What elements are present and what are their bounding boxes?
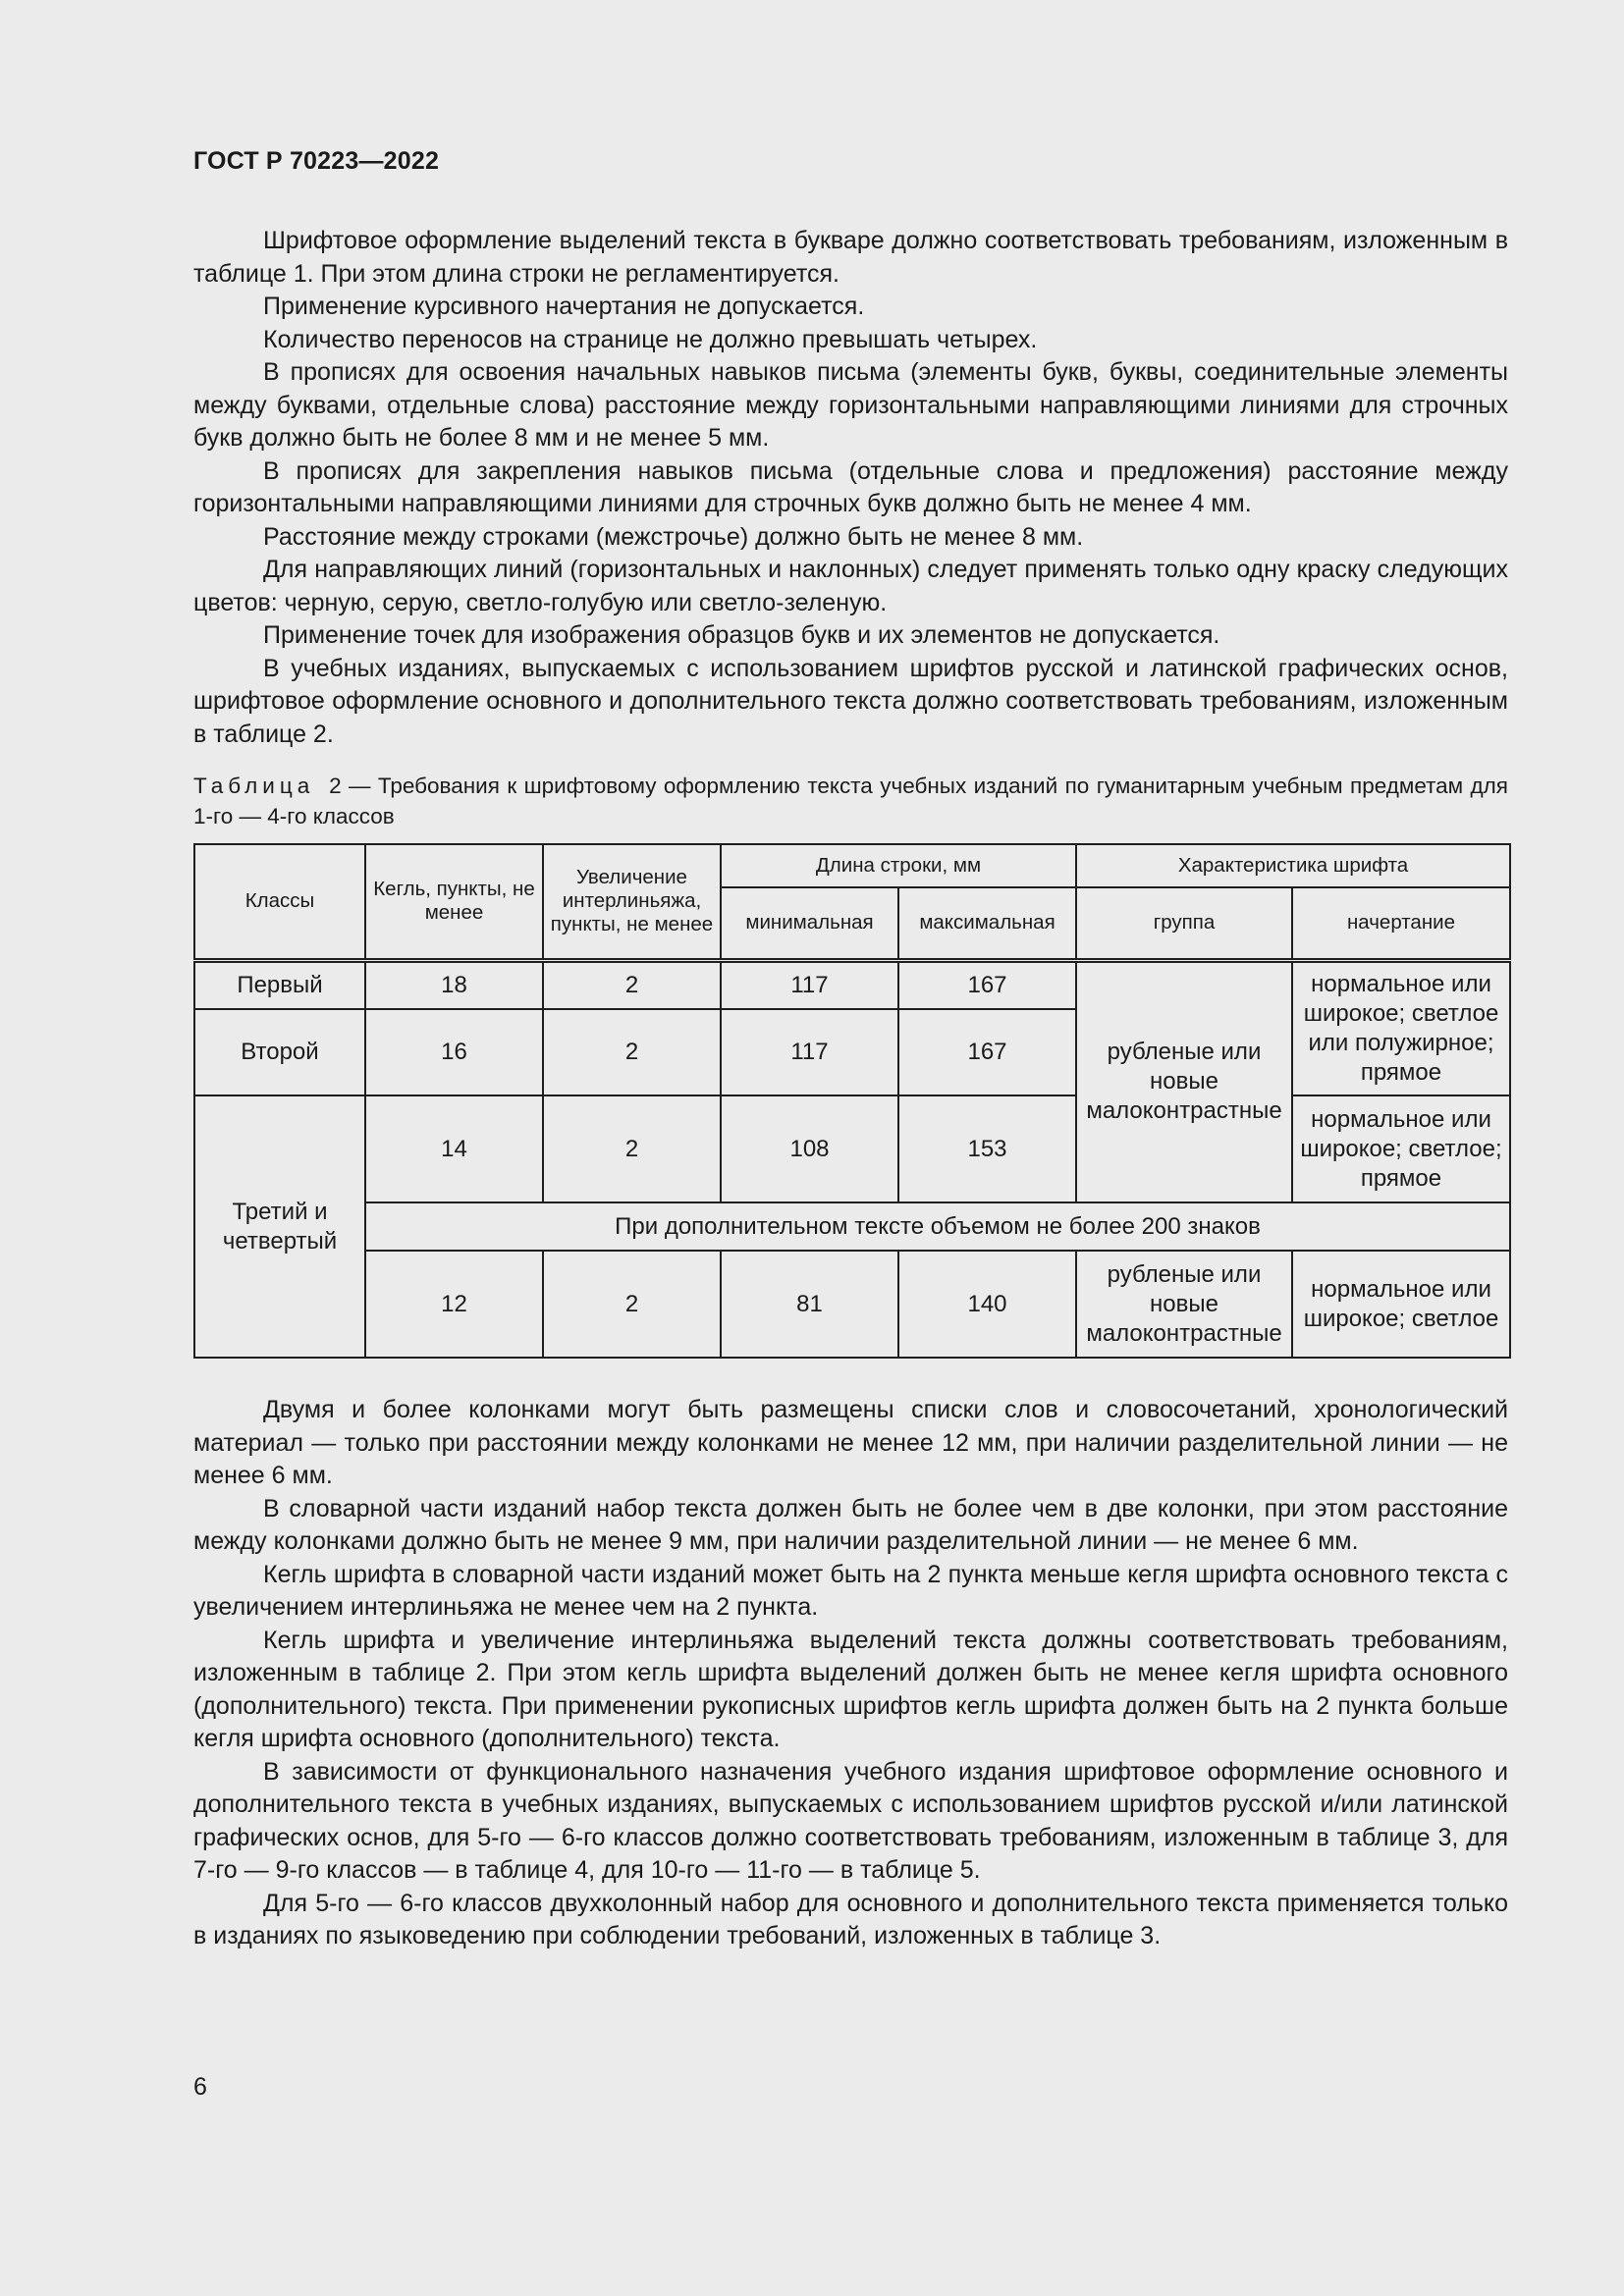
header-classes: Классы (194, 844, 365, 960)
paragraph: Двумя и более колонками могут быть размещены списки слов и словосочетаний, хронологический материал — только при расстоянии между колонками не менее 12 мм, при наличии разделительной линии — не менее 6 мм. (193, 1396, 1508, 1489)
cell-class: Второй (194, 1009, 365, 1095)
paragraph: Расстояние между строками (межстрочье) должно быть не менее 8 мм. (263, 522, 1084, 551)
paragraph: Шрифтовое оформление выделений текста в букваре должно соответствовать требованиям, изложенным в таблице 1. При этом длина строки не регламентируется. (193, 227, 1508, 288)
cell-leading: 2 (543, 960, 721, 1009)
cell-size: 12 (365, 1251, 543, 1358)
cell-leading: 2 (543, 1251, 721, 1358)
cell-style-1-2: нормальное или широкое; светлое или полужирное; прямое (1292, 960, 1510, 1095)
paragraph: Для 5-го — 6-го классов двухколонный набор для основного и дополнительного текста применяется только в изданиях по языковедению при соблюдении требований, изложенных в таблице 3. (193, 1889, 1508, 1949)
paragraph: В прописях для закрепления навыков письма (отдельные слова и предложения) расстояние между горизонтальными направляющими линиями для строчных букв должно быть не менее 4 мм. (193, 456, 1508, 517)
cell-min: 117 (721, 1009, 898, 1095)
header-style: начертание (1292, 887, 1510, 960)
header-max: максимальная (898, 887, 1076, 960)
table-row (194, 1251, 1510, 1358)
cell-min: 117 (721, 960, 898, 1009)
cell-size: 14 (365, 1095, 543, 1202)
body-text-bottom (193, 1394, 1508, 1953)
paragraph: Кегль шрифта и увеличение интерлиньяжа выделений текста должны соответствовать требованиям, изложенным в таблице 2. При этом кегль шрифта выделений должен быть не менее кегля шрифта основного (дополнительного) текста. При применении рукописных шрифтов кегль шрифта должен быть на 2 пункта больше кегля шрифта основного (дополнительного) текста. (193, 1626, 1508, 1752)
header-group: группа (1076, 887, 1292, 960)
paragraph: Количество переносов на странице не должно превышать четырех. (263, 325, 1038, 353)
cell-class: Третий и четвертый (194, 1095, 365, 1358)
table-caption-text: 2 — Требования к шрифтовому оформлению текста учебных изданий по гуманитарным учебным предметам для 1-го — 4-го классов (193, 774, 1508, 828)
cell-size: 18 (365, 960, 543, 1009)
cell-group-main: рубленые или новые малоконтрастные (1076, 960, 1292, 1202)
paragraph: В зависимости от функционального назначения учебного издания шрифтовое оформление основного и дополнительного текста в учебных изданиях, выпускаемых с использованием шрифтов русской и/или латинской графических основ, для 5-го — 6-го классов должно соответствовать требованиям, изложенным в таблице 3, для 7-го — 9-го классов — в таблице 4, для 10-го — 11-го — в таблице 5. (193, 1757, 1508, 1884)
paragraph: В словарной части изданий набор текста должен быть не более чем в две колонки, при этом расстояние между колонками должно быть не менее 9 мм, при наличии разделительной линии — не менее 6 мм. (193, 1494, 1508, 1555)
table-row (194, 1095, 1510, 1202)
table-caption-label: Таблица (193, 774, 315, 798)
cell-style-3: нормальное или широкое; светлое; прямое (1292, 1095, 1510, 1202)
paragraph: В прописях для освоения начальных навыков письма (элементы букв, буквы, соединительные элементы между буквами, отдельные слова) расстояние между горизонтальными направляющими линиями для строчных букв должно быть не более 8 мм и не менее 5 мм. (193, 358, 1508, 452)
cell-leading: 2 (543, 1009, 721, 1095)
cell-group: рубленые или новые малоконтрастные (1076, 1251, 1292, 1358)
body-text-top (193, 225, 1508, 751)
cell-min: 108 (721, 1095, 898, 1202)
cell-additional-text-note: При дополнительном тексте объемом не более 200 знаков (365, 1202, 1510, 1251)
header-line-length: Длина строки, мм (721, 844, 1076, 887)
cell-size: 16 (365, 1009, 543, 1095)
paragraph: Применение точек для изображения образцов букв и их элементов не допускается. (263, 621, 1220, 649)
table-row (194, 960, 1510, 1009)
page-number: 6 (193, 2073, 207, 2101)
header-font-size: Кегль, пункты, не менее (365, 844, 543, 960)
table-header-row (194, 844, 1510, 887)
cell-min: 81 (721, 1251, 898, 1358)
header-min: минимальная (721, 887, 898, 960)
cell-max: 140 (898, 1251, 1076, 1358)
paragraph: Кегль шрифта в словарной части изданий может быть на 2 пункта меньше кегля шрифта основного текста с увеличением интерлиньяжа не менее чем на 2 пункта. (193, 1560, 1508, 1621)
paragraph: Применение курсивного начертания не допускается. (263, 293, 865, 320)
paragraph: В учебных изданиях, выпускаемых с использованием шрифтов русской и латинской графических основ, шрифтовое оформление основного и дополнительного текста должно соответствовать требованиям, изложенным в таблице 2. (193, 654, 1508, 748)
cell-style: нормальное или широкое; светлое (1292, 1251, 1510, 1358)
paragraph: Для направляющих линий (горизонтальных и наклонных) следует применять только одну краску следующих цветов: черную, серую, светло-голубую или светло-зеленую. (193, 556, 1508, 616)
table-caption (193, 771, 1508, 831)
cell-leading: 2 (543, 1095, 721, 1202)
cell-max: 167 (898, 1009, 1076, 1095)
cell-max: 167 (898, 960, 1076, 1009)
cell-max: 153 (898, 1095, 1076, 1202)
header-leading: Увеличение интерлиньяжа, пункты, не менее (543, 844, 721, 960)
requirements-table (193, 843, 1511, 1359)
cell-class: Первый (194, 960, 365, 1009)
header-font-characteristic: Характеристика шрифта (1076, 844, 1510, 887)
document-designation: ГОСТ Р 70223—2022 (193, 147, 440, 175)
table-subheader-span-row (194, 1202, 1510, 1251)
